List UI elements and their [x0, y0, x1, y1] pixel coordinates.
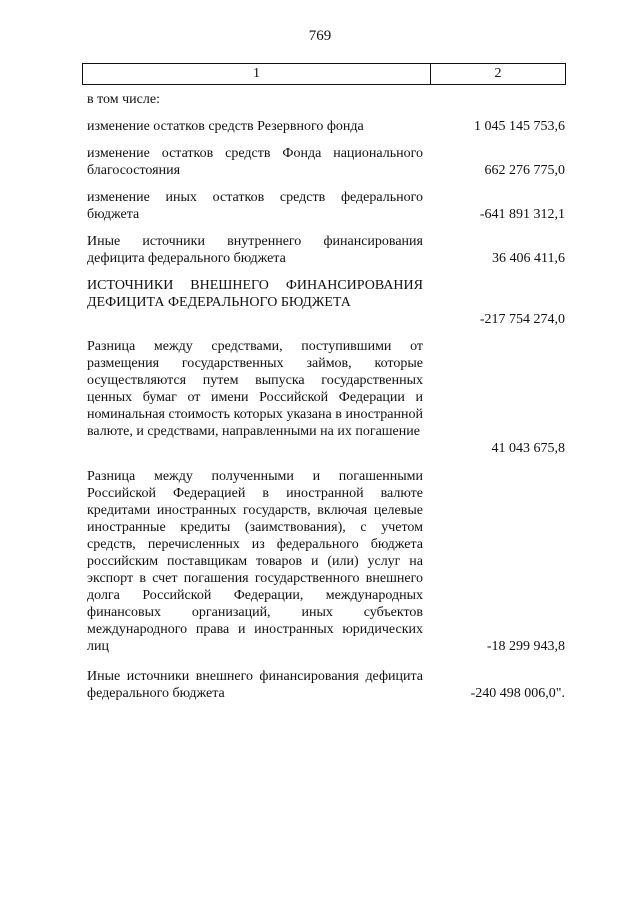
row-amount: -217 754 274,0: [479, 312, 565, 327]
row-amount: 1 045 145 753,6: [474, 119, 565, 134]
row-description: Иные источники внешнего финансирования дефицита федерального бюджета: [87, 669, 423, 701]
table-row: [87, 118, 565, 135]
table-row: [87, 277, 565, 328]
row-amount: -641 891 312,1: [479, 207, 565, 222]
row-description: Иные источники внутреннего финансирования дефицита федерального бюджета: [87, 234, 423, 266]
column-1-header: 1: [83, 64, 431, 84]
row-description: Разница между средствами, поступившими от размещения государственных займов, которые осуществляются путем выпуска государственных ценных бумаг от имени Российской Федерации и номинальная стоимость которых указана в иностранной валюте, и средствами, направленными на их погашение: [87, 339, 423, 439]
table-row: [87, 233, 565, 267]
table-row: [87, 338, 565, 457]
row-description: изменение иных остатков средств федерального бюджета: [87, 190, 423, 222]
row-description: ИСТОЧНИКИ ВНЕШНЕГО ФИНАНСИРОВАНИЯ ДЕФИЦИТА ФЕДЕРАЛЬНОГО БЮДЖЕТА: [87, 278, 423, 310]
row-amount: -18 299 943,8: [486, 639, 565, 654]
intro-text: в том числе:: [87, 92, 160, 107]
table-row: [87, 668, 565, 702]
row-description: изменение остатков средств Фонда национального благосостояния: [87, 146, 423, 178]
table-row: [87, 145, 565, 179]
table-row: [87, 189, 565, 223]
row-amount: 662 276 775,0: [484, 163, 565, 178]
row-description: Разница между полученными и погашенными Российской Федерацией в иностранной валюте кредитами иностранных государств, включая целевые иностранные кредиты (заимствования), с учетом средств, перечисленных из федерального бюджета российским поставщикам товаров и (или) услуг на экспорт в счет погашения государственного внешнего долга Российской Федерации, международных финансовых организаций, иных субъектов международного права и иностранных юридических лиц: [87, 469, 423, 654]
row-amount: 36 406 411,6: [492, 251, 565, 266]
row-amount: -240 498 006,0".: [470, 686, 565, 701]
column-2-header: 2: [494, 66, 502, 81]
row-amount: 41 043 675,8: [491, 441, 565, 456]
page-number: 769: [308, 28, 332, 44]
table-header: [82, 63, 566, 85]
table-row: [87, 468, 565, 655]
row-description: изменение остатков средств Резервного фонда: [87, 119, 364, 134]
